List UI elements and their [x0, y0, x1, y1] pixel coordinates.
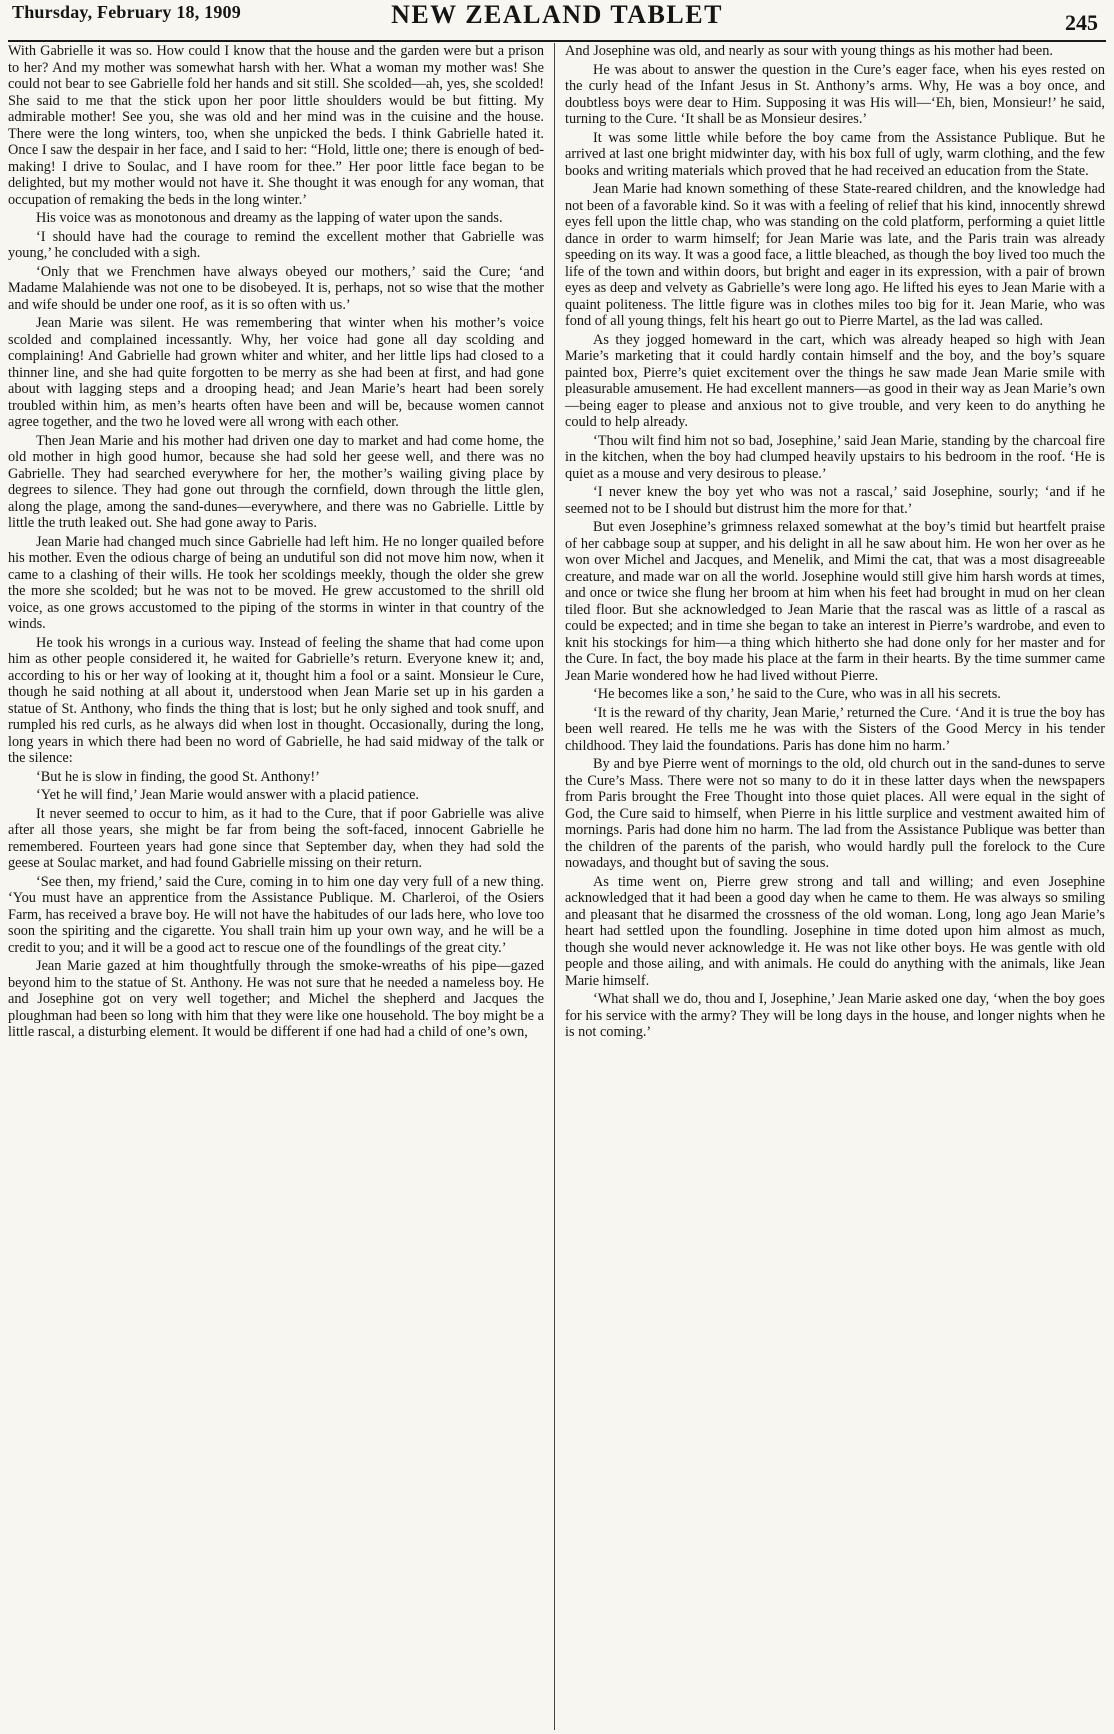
paragraph: ‘He becomes like a son,’ he said to the Cure, who was in all his secrets.	[593, 686, 1001, 702]
paragraph: With Gabrielle it was so. How could I know that the house and the garden were but a prison to her? And my mother was somewhat harsh with her. What a woman my mother was! She could not bear to see Gabrielle fold her hands and sit still. She scolded—ah, yes, she scolded! She said to me that the stick upon her poor little shoulders would be but fitting. My admirable mother! See you, she was old and her mind was in the cuisine and the house. There were the long winters, too, when she unpicked the beds. I think Gabrielle hated it. Once I saw the despair in her face, and I said to her: “Hold, little one; there is enough of bed-making! I drive to Soulac, and I have room for thee.” Her poor little face began to be delighted, but my mother would not have it. She thought it was enough for any woman, that occupation of remaking the beds in the long winter.’	[8, 43, 544, 208]
paragraph: ‘I should have had the courage to remind the excellent mother that Gabrielle was young,’ he concluded with a sigh.	[8, 228, 544, 261]
paragraph: By and bye Pierre went of mornings to the old, old church out in the sand-dunes to serve the Cure’s Mass. There were not so many to do it in these latter days when the newspapers from Paris brought the Free Thought into those quiet places. All were equal in the sight of God, the Cure said to himself, when Pierre in his little surplice and vestment awaited him of mornings. Paris had done him no harm. The lad from the Assistance Publique was better than the children of the parents of the parish, who would hardly pull the forelock to the Cure nowadays, and thought but of saving the sous.	[565, 756, 1105, 871]
masthead	[8, 0, 1106, 42]
paragraph: ‘Only that we Frenchmen have always obeyed our mothers,’ said the Cure; ‘and Madame Malahiende was not one to be disobeyed. It is, perhaps, not so wise that the mother and wife should be under one roof, as it is so often with us.’	[8, 263, 544, 313]
paragraph: ‘I never knew the boy yet who was not a rascal,’ said Josephine, sourly; ‘and if he seemed not to be I should but distrust him the more for that.’	[565, 484, 1105, 517]
newspaper-title: NEW ZEALAND TABLET	[391, 0, 723, 29]
paragraph: ‘It is the reward of thy charity, Jean Marie,’ returned the Cure. ‘And it is true the boy has been well reared. He tells me he was with the Sisters of the Good Mercy in his tender childhood. They laid the foundations. Paris has done him no harm.’	[565, 704, 1105, 754]
paragraph: He was about to answer the question in the Cure’s eager face, when his eyes rested on the curly head of the Infant Jesus in St. Anthony’s arms. Why, He was a boy once, and doubtless boys were dear to Him. Supposing it was His will—‘Eh, bien, Monsieur!’ he said, turning to the Cure. ‘It shall be as Monsieur desires.’	[565, 61, 1105, 127]
paragraph: And Josephine was old, and nearly as sour with young things as his mother had been.	[565, 43, 1053, 59]
paragraph: Jean Marie had changed much since Gabrielle had left him. He no longer quailed before his mother. Even the odious charge of being an undutiful son did not move him now, when it came to a clashing of their wills. He took her scoldings meekly, though the older she grew the more she scolded; but he was not to be moved. He grew accustomed to the shrill old voice, as one grows accustomed to the piping of the storms in winter in that country of the winds.	[8, 533, 544, 632]
paragraph: Jean Marie had known something of these State-reared children, and the knowledge had not been of a favorable kind. So it was with a feeling of relief that his kind, innocently shrewd eyes fell upon the little chap, who was standing on the cold platform, performing a quiet little dance in order to warm himself; for Jean Marie was late, and the Paris train was already speeding on its way. It was a good face, a little bleached, as though the boy lived too much the life of the town and within doors, but bright and eager in its expression, with a pair of brown eyes as deep and velvety as Gabrielle’s were long ago. He lifted his eyes to Jean Marie with a quaint politeness. The little figure was in clothes miles too big for it. Jean Marie, who was fond of all young things, felt his heart go out to Pierre Martel, as the lad was called.	[565, 181, 1105, 329]
paragraph: But even Josephine’s grimness relaxed somewhat at the boy’s timid but heartfelt praise of her cabbage soup at supper, and his delight in all he saw about him. He won her over as he won over Michel and Jacques, and Menelik, and Mimi the cat, that was a most disagreeable creature, and made war on all the world. Josephine would still give him harsh words at times, and once or twice she flung her broom at him when his feet had brought in mud on her clean tiled floor. But she acknowledged to Jean Marie that the rascal was as little of a rascal as could be expected; and in time she began to take an interest in Pierre’s wardrobe, and even to knit his stockings for him—a thing which hitherto she had done only for her master and for the Cure. In fact, the boy made his place at the farm in their hearts. By the time summer came Jean Marie wondered how he had lived without Pierre.	[565, 519, 1105, 684]
paragraph: As they jogged homeward in the cart, which was already heaped so high with Jean Marie’s marketing that it could hardly contain himself and the boy, and the boy’s square painted box, Pierre’s quiet excitement over the things he saw made Jean Marie smile with pleasurable amusement. He had excellent manners—as good in their way as Jean Marie’s own—being eager to please and anxious not to give trouble, and very keen to do anything he could to help already.	[565, 331, 1105, 430]
paragraph: His voice was as monotonous and dreamy as the lapping of water upon the sands.	[36, 210, 503, 226]
paragraph: ‘What shall we do, thou and I, Josephine,’ Jean Marie asked one day, ‘when the boy goes for his service with the army? They will be long days in the house, and longer nights when he is not coming.’	[565, 991, 1105, 1040]
paragraph: Then Jean Marie and his mother had driven one day to market and had come home, the old mother in high good humor, because she had sold her geese well, and there was no Gabrielle. They had searched everywhere for her, the mother’s wailing giving place by degrees to silence. They had gone out through the cornfield, down through the little glen, along the plage, among the sand-dunes—everywhere, and there was no Gabrielle. Little by little the truth leaked out. She had gone away to Paris.	[8, 432, 544, 531]
paragraph: ‘But he is slow in finding, the good St. Anthony!’	[36, 768, 320, 785]
paragraph: It never seemed to occur to him, as it had to the Cure, that if poor Gabrielle was alive after all those years, she might be far from being the soft-faced, innocent Gabrielle he remembered. Fourteen years had gone since that September day, when they had sold the geese at Soulac market, and had found Gabrielle missing on their return.	[8, 805, 544, 871]
paragraph: ‘See then, my friend,’ said the Cure, coming in to him one day very full of a new thing. ‘You must have an apprentice from the Assistance Publique. M. Charleroi, of the Osiers Farm, has received a brave boy. He will not have the habitudes of our lads here, who love too soon the spiriting and the cigarette. You shall train him up your own way, and he will be a credit to you; and it will be a good act to rescue one of the foundlings of the great city.’	[8, 873, 544, 956]
issue-date: Thursday, February 18, 1909	[12, 2, 241, 22]
paragraph: Jean Marie was silent. He was remembering that winter when his mother’s voice scolded and complained incessantly. Why, her voice had gone all day scolding and complaining! And Gabrielle had grown whiter and whiter, and her little lips had closed to a thinner line, and she had quite forgotten to be merry as she had been at first, and had gone about with lagging steps and a drooping head; and Jean Marie’s heart had been sorely troubled within him, as men’s hearts often have been and will be, because women cannot agree together, and the two he loved were all wrong with each other.	[8, 315, 544, 430]
paragraph: He took his wrongs in a curious way. Instead of feeling the shame that had come upon him as other people considered it, he waited for Gabrielle’s return. Everyone knew it; and, according to his or her way of looking at it, thought him a fool or a saint. Monsieur le Cure, though he said nothing at all about it, understood when Jean Marie set up in his garden a statue of St. Anthony, who finds the thing that is lost; but he only sighed and took snuff, and rumpled his red curls, as he always did when lost in thought. Occasionally, during the long, long years in which there had been no word of Gabrielle, he had said midway of the talk or the silence:	[8, 634, 544, 766]
paragraph: ‘Yet he will find,’ Jean Marie would answer with a placid patience.	[36, 787, 419, 803]
paragraph: ‘Thou wilt find him not so bad, Josephine,’ said Jean Marie, standing by the charcoal fire in the kitchen, when the boy had clumped heavily upstairs to his bedroom in the roof. ‘He is quiet as a mouse and very desirous to please.’	[565, 432, 1105, 482]
left-column	[8, 43, 554, 1730]
paragraph: It was some little while before the boy came from the Assistance Publique. But he arrived at last one bright midwinter day, with his box full of ugly, warm clothing, and the few books and writing materials which proved that he had received an education from the State.	[565, 129, 1105, 179]
paragraph: Jean Marie gazed at him thoughtfully through the smoke-wreaths of his pipe—gazed beyond him to the statue of St. Anthony. He was not sure that he needed a nameless boy. He and Josephine got on very well together; and Michel the shepherd and Jacques the ploughman had been so long with him that they were like one household. The boy might be a little rascal, a disturbing element. It would be different if one had had a child of one’s own,	[8, 958, 544, 1040]
page-number: 245	[1065, 10, 1098, 35]
article-columns	[8, 43, 1106, 1730]
paragraph: As time went on, Pierre grew strong and tall and willing; and even Josephine acknowledged that it had been a good day when he came to them. He was always so smiling and pleasant that he disarmed the crossness of the old woman. Long, long ago Jean Marie’s heart had settled upon the foundling. Josephine in time doted upon him almost as much, though she would never acknowledge it. He was not like other boys. He was gentle with old people and those ailing, and with animals. He could do anything with the animals, like Jean Marie himself.	[565, 873, 1105, 989]
right-column	[554, 43, 1105, 1730]
